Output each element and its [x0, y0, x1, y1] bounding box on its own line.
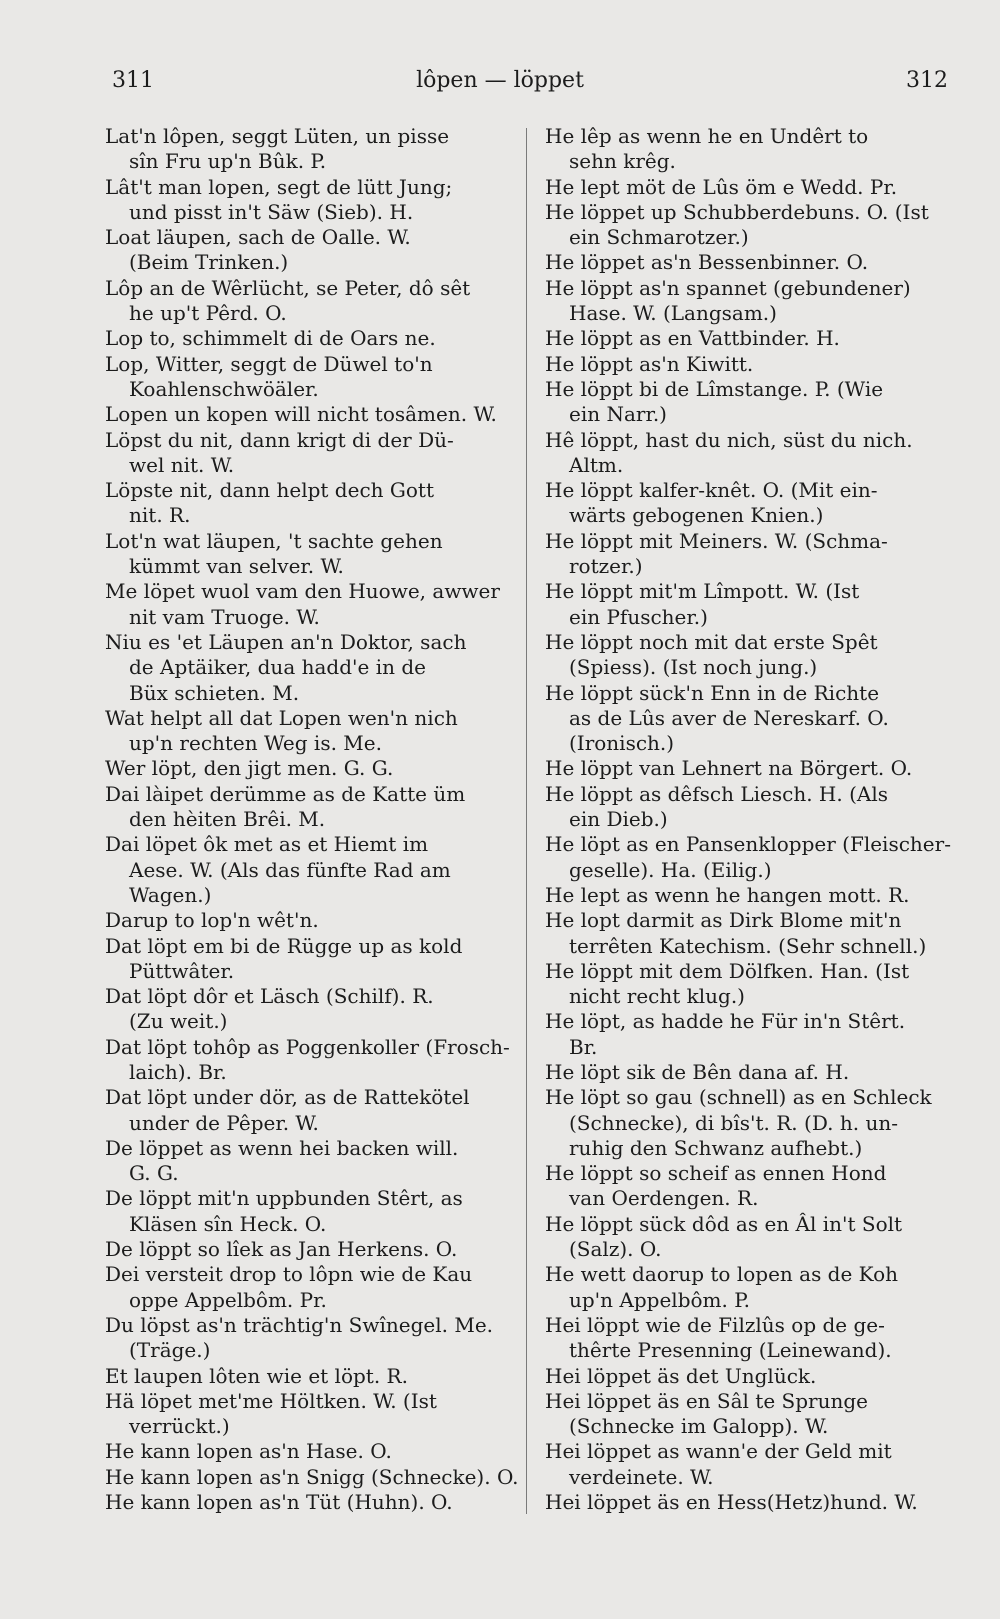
- entry-line: up'n rechten Weg is. Me.: [129, 731, 382, 756]
- proverb-entry: [105, 1313, 510, 1364]
- proverb-entry: [545, 529, 945, 580]
- entry-line: Hä löpet met'me Höltken. W. (Ist: [105, 1388, 437, 1413]
- entry-line: Lât't man lopen, segt de lütt Jung;: [105, 174, 453, 199]
- proverb-entry: [105, 1136, 510, 1187]
- entry-line: G. G.: [129, 1161, 179, 1186]
- proverb-entry: [545, 1161, 945, 1212]
- proverb-entry: [545, 908, 945, 959]
- entry-line: (Träge.): [129, 1338, 211, 1363]
- entry-line: (Beim Trinken.): [129, 250, 289, 275]
- right-column: [545, 124, 951, 1515]
- proverb-entry: [545, 1212, 945, 1263]
- entry-line: He kann lopen as'n Snigg (Schnecke). O.: [105, 1464, 519, 1489]
- entry-line: sîn Fru up'n Bûk. P.: [129, 149, 327, 174]
- entry-line: Dat löpt under dör, as de Rattekötel: [105, 1085, 470, 1110]
- entry-line: under de Pêper. W.: [129, 1110, 319, 1135]
- entry-line: Lop, Witter, seggt de Düwel to'n: [105, 351, 433, 376]
- entry-line: Hei löppet äs det Unglück.: [545, 1363, 817, 1388]
- left-column: [105, 124, 519, 1515]
- entry-line: oppe Appelbôm. Pr.: [129, 1287, 327, 1312]
- proverb-entry: [545, 124, 945, 175]
- entry-line: (Spiess). (Ist noch jung.): [569, 655, 818, 680]
- entry-line: He löppt as dêfsch Liesch. H. (Als: [545, 781, 888, 806]
- proverb-entry: [105, 630, 510, 706]
- entry-line: He löppt mit dem Dölfken. Han. (Ist: [545, 958, 910, 983]
- entry-line: Wer löpt, den jigt men. G. G.: [105, 756, 394, 781]
- entry-line: Altm.: [569, 452, 624, 477]
- entry-line: Aese. W. (Als das fünfte Rad am: [129, 857, 451, 882]
- entry-line: ein Narr.): [569, 402, 667, 427]
- entry-line: as de Lûs aver de Nereskarf. O.: [569, 705, 889, 730]
- proverb-entry: [545, 579, 945, 630]
- proverb-entry: [545, 377, 945, 428]
- entry-line: nit. R.: [129, 503, 191, 528]
- entry-line: (Ironisch.): [569, 731, 675, 756]
- entry-line: nit vam Truoge. W.: [129, 604, 320, 629]
- entry-line: Löpste nit, dann helpt dech Gott: [105, 478, 434, 503]
- entry-line: Br.: [569, 1034, 598, 1059]
- entry-line: He löppt noch mit dat erste Spêt: [545, 629, 878, 654]
- left-page-number: 311: [112, 68, 154, 93]
- proverb-entry: [545, 756, 945, 781]
- entry-line: Hei löppt wie de Filzlûs op de ge-: [545, 1312, 885, 1337]
- column-divider: [526, 128, 527, 1514]
- entry-line: den hèiten Brêi. M.: [129, 807, 326, 832]
- entry-line: Hei löppet äs en Hess(Hetz)hund. W.: [545, 1490, 918, 1515]
- proverb-entry: [105, 478, 510, 529]
- proverb-entry: [105, 124, 510, 175]
- proverb-entry: [105, 352, 510, 403]
- proverb-entry: [105, 529, 510, 580]
- proverb-entry: [105, 1439, 510, 1464]
- entry-line: (Schnecke), di bîs't. R. (D. h. un-: [569, 1110, 898, 1135]
- entry-line: He löppet up Schubberdebuns. O. (Ist: [545, 199, 929, 224]
- proverb-entry: [545, 276, 945, 327]
- entry-line: Koahlenschwöäler.: [129, 376, 319, 401]
- entry-line: Loat läupen, sach de Oalle. W.: [105, 225, 411, 250]
- entry-line: Püttwâter.: [129, 958, 235, 983]
- entry-line: rotzer.): [569, 554, 643, 579]
- entry-line: nicht recht klug.): [569, 984, 745, 1009]
- entry-line: De löppet as wenn hei backen will.: [105, 1135, 459, 1160]
- entry-line: He löppt mit'm Lîmpott. W. (Ist: [545, 579, 860, 604]
- proverb-entry: [105, 1490, 510, 1515]
- entry-line: Lat'n lôpen, seggt Lüten, un pisse: [105, 124, 450, 148]
- entry-line: van Oerdengen. R.: [569, 1186, 759, 1211]
- proverb-entry: [105, 1237, 510, 1262]
- entry-line: Lop to, schimmelt di de Oars ne.: [105, 326, 436, 351]
- entry-line: thêrte Presenning (Leinewand).: [569, 1338, 892, 1363]
- entry-line: He löppt so scheif as ennen Hond: [545, 1161, 887, 1186]
- running-title: lôpen — löppet: [416, 68, 584, 93]
- entry-line: He kann lopen as'n Tüt (Huhn). O.: [105, 1490, 453, 1515]
- entry-line: ein Dieb.): [569, 807, 668, 832]
- right-page-number: 312: [906, 68, 948, 93]
- proverb-entry: [105, 428, 510, 479]
- proverb-entry: [105, 1364, 510, 1389]
- entry-line: kümmt van selver. W.: [129, 554, 344, 579]
- proverb-entry: [105, 934, 510, 985]
- entry-line: He löppt mit Meiners. W. (Schma-: [545, 528, 888, 553]
- entry-line: He lêp as wenn he en Undêrt to: [545, 124, 869, 148]
- proverb-entry: [545, 1060, 945, 1085]
- entry-line: He löppt kalfer-knêt. O. (Mit ein-: [545, 478, 878, 503]
- proverb-entry: [545, 832, 951, 883]
- proverb-entry: [105, 984, 510, 1035]
- proverb-entry: [105, 1035, 510, 1086]
- entry-line: De löppt so lîek as Jan Herkens. O.: [105, 1237, 458, 1262]
- entry-line: Kläsen sîn Heck. O.: [129, 1211, 327, 1236]
- proverb-entry: [105, 225, 510, 276]
- entry-line: Me löpet wuol vam den Huowe, awwer: [105, 579, 500, 604]
- entry-line: Hase. W. (Langsam.): [569, 301, 777, 326]
- entry-line: sehn krêg.: [569, 149, 676, 174]
- proverb-entry: [545, 200, 945, 251]
- entry-line: (Salz). O.: [569, 1237, 662, 1262]
- entry-line: Darup to lop'n wêt'n.: [105, 908, 319, 933]
- entry-line: ein Pfuscher.): [569, 604, 708, 629]
- proverb-entry: [545, 1389, 945, 1440]
- entry-line: He lept as wenn he hangen mott. R.: [545, 882, 910, 907]
- entry-line: Dei versteit drop to lôpn wie de Kau: [105, 1262, 473, 1287]
- entry-line: He löppt as en Vattbinder. H.: [545, 326, 840, 351]
- entry-line: He löppt bi de Lîmstange. P. (Wie: [545, 376, 884, 401]
- entry-line: Hê löppt, hast du nich, süst du nich.: [545, 427, 913, 452]
- entry-line: He löpt as en Pansenklopper (Fleischer-: [545, 832, 951, 857]
- entry-line: Dai löpet ôk met as et Hiemt im: [105, 832, 429, 857]
- proverb-entry: [545, 326, 945, 351]
- entry-line: He löppt as'n spannet (gebundener): [545, 275, 911, 300]
- proverb-entry: [545, 782, 945, 833]
- entry-line: up'n Appelbôm. P.: [569, 1287, 750, 1312]
- entry-line: Wagen.): [129, 882, 212, 907]
- entry-line: Hei löppet äs en Sâl te Sprunge: [545, 1388, 868, 1413]
- proverb-entry: [545, 1439, 945, 1490]
- entry-line: ein Schmarotzer.): [569, 225, 749, 250]
- entry-line: He wett daorup to lopen as de Koh: [545, 1262, 899, 1287]
- entry-line: de Aptäiker, dua hadd'e in de: [129, 655, 426, 680]
- proverb-entry: [545, 1009, 945, 1060]
- proverb-entry: [105, 706, 510, 757]
- entry-line: verdeinete. W.: [569, 1464, 714, 1489]
- proverb-entry: [545, 1490, 945, 1515]
- entry-line: He löppt sück dôd as en Âl in't Solt: [545, 1211, 903, 1236]
- entry-line: Büx schieten. M.: [129, 680, 300, 705]
- entry-line: Löpst du nit, dann krigt di der Dü-: [105, 427, 454, 452]
- proverb-entry: [545, 250, 945, 275]
- entry-line: Wat helpt all dat Lopen wen'n nich: [105, 705, 458, 730]
- proverb-entry: [105, 326, 510, 351]
- entry-line: ruhig den Schwanz aufhebt.): [569, 1135, 863, 1160]
- entry-line: He löpt, as hadde he Für in'n Stêrt.: [545, 1009, 906, 1034]
- proverb-entry: [545, 681, 945, 757]
- proverb-entry: [545, 428, 945, 479]
- proverb-entry: [105, 1464, 519, 1490]
- entry-line: Lopen un kopen will nicht tosâmen. W.: [105, 402, 497, 427]
- entry-line: He kann lopen as'n Hase. O.: [105, 1439, 392, 1464]
- proverb-entry: [545, 1262, 945, 1313]
- proverb-entry: [105, 1262, 510, 1313]
- proverb-entry: [105, 579, 510, 630]
- entry-line: terrêten Katechism. (Sehr schnell.): [569, 933, 927, 958]
- proverb-entry: [105, 402, 510, 427]
- proverb-entry: [545, 1364, 945, 1389]
- entry-line: He löpt so gau (schnell) as en Schleck: [545, 1085, 932, 1110]
- entry-line: Lôp an de Wêrlücht, se Peter, dô sêt: [105, 275, 471, 300]
- proverb-entry: [105, 756, 510, 781]
- entry-line: he up't Pêrd. O.: [129, 301, 287, 326]
- proverb-entry: [105, 1389, 510, 1440]
- entry-line: Lot'n wat läupen, 't sachte gehen: [105, 528, 443, 553]
- proverb-entry: [105, 276, 510, 327]
- proverb-entry: [105, 908, 510, 933]
- proverb-entry: [545, 959, 945, 1010]
- proverb-entry: [105, 175, 510, 226]
- proverb-entry: [545, 478, 945, 529]
- entry-line: verrückt.): [129, 1414, 230, 1439]
- proverb-entry: [545, 175, 945, 200]
- entry-line: Dat löpt tohôp as Poggenkoller (Frosch-: [105, 1034, 510, 1059]
- entry-line: He lopt darmit as Dirk Blome mit'n: [545, 908, 902, 933]
- entry-line: He löppt as'n Kiwitt.: [545, 351, 754, 376]
- entry-line: De löppt mit'n uppbunden Stêrt, as: [105, 1186, 463, 1211]
- proverb-entry: [105, 1085, 510, 1136]
- entry-line: geselle). Ha. (Eilig.): [569, 857, 772, 882]
- proverb-entry: [545, 630, 945, 681]
- entry-line: (Schnecke im Galopp). W.: [569, 1414, 829, 1439]
- entry-line: (Zu weit.): [129, 1009, 228, 1034]
- proverb-entry: [545, 1085, 945, 1161]
- entry-line: He löppet as'n Bessenbinner. O.: [545, 250, 869, 275]
- entry-line: He löppt van Lehnert na Börgert. O.: [545, 756, 913, 781]
- entry-line: wärts gebogenen Knien.): [569, 503, 824, 528]
- entry-line: Niu es 'et Läupen an'n Doktor, sach: [105, 629, 467, 654]
- proverb-entry: [105, 1186, 510, 1237]
- entry-line: und pisst in't Säw (Sieb). H.: [129, 199, 414, 224]
- proverb-entry: [105, 832, 510, 908]
- entry-line: Hei löppet as wann'e der Geld mit: [545, 1439, 892, 1464]
- entry-line: wel nit. W.: [129, 452, 235, 477]
- entry-line: He lept möt de Lûs öm e Wedd. Pr.: [545, 174, 898, 199]
- entry-line: Et laupen lôten wie et löpt. R.: [105, 1363, 408, 1388]
- proverb-entry: [545, 883, 945, 908]
- entry-line: Dat löpt em bi de Rügge up as kold: [105, 933, 463, 958]
- entry-line: Dai làipet derümme as de Katte üm: [105, 781, 466, 806]
- entry-line: He löpt sik de Bên dana af. H.: [545, 1059, 850, 1084]
- proverb-entry: [545, 352, 945, 377]
- entry-line: He löppt sück'n Enn in de Richte: [545, 680, 880, 705]
- proverb-entry: [545, 1313, 945, 1364]
- entry-line: Du löpst as'n trächtig'n Swînegel. Me.: [105, 1312, 494, 1337]
- entry-line: laich). Br.: [129, 1059, 227, 1084]
- proverb-entry: [105, 782, 510, 833]
- entry-line: Dat löpt dôr et Läsch (Schilf). R.: [105, 984, 434, 1009]
